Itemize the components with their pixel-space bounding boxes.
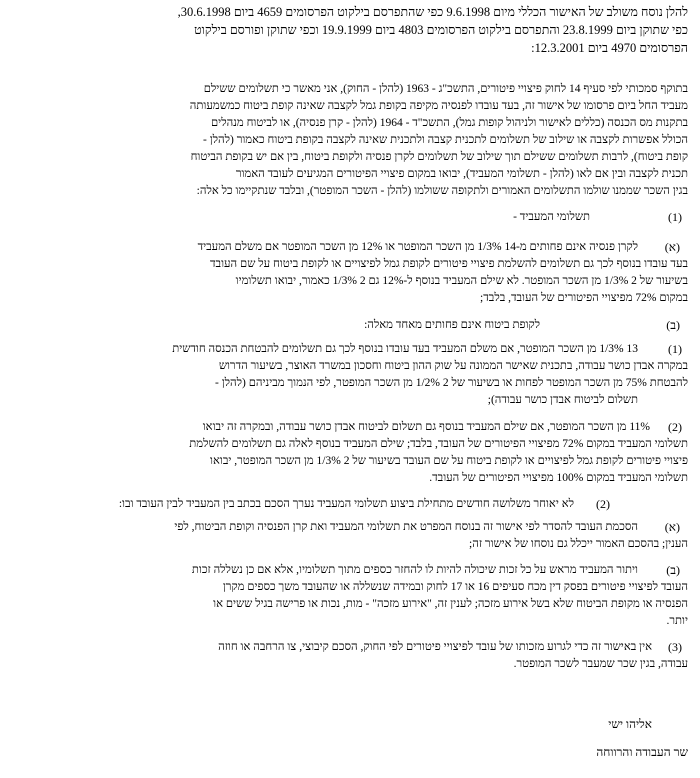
intro-line: בתוקף סמכותי לפי סעיף 14 לחוק פיצויי פיטורים, התשכ"ג - 1963 (להלן - החוק), אני מאשר כי תשלומים ששילם (203, 83, 688, 95)
intro-line: בתקנות מס הכנסה (כללים לאישור ולניהול קופות גמל), התשכ"ד - 1964 (להלן - קרן פנסיה), או לביטוח מנהלים (211, 117, 688, 129)
section-2a-label: (א) (664, 520, 680, 534)
intro-line: בגין השכר שממנו שולמו התשלומים האמורים ולתקופה ששולמו (להלן - השכר המופטר), ובלבד שנתקיימו כל אלה: (196, 185, 688, 197)
intro-line: מעביד החל ביום פרסומו של אישור זה, בעד עובדו לפנסיה מקיפה בקופת גמל לקצבה שאינה קופת ביטוח כמשמעותה (189, 100, 688, 112)
section-1a-label: (א) (664, 240, 680, 254)
section-2b-line: יותר. (666, 615, 688, 627)
signature-title: שר העבודה והרווחה (596, 745, 688, 759)
section-2a-line: הסכמת העובד להסדר לפי אישור זה בנוסח המפרט את תשלומי המעביד ואת קרן הפנסיה וקופת הביטוח, לפי (174, 521, 638, 533)
section-1b1-line: תשלום לביטוח אבדן כושר עבודה); (487, 394, 638, 406)
section-1b1-line: להבטחת 75% מן השכר המופטר לפחות או בשיעור של 2 1/2% מן השכר המופטר, לפי הנמוך מביניהם (להלן - (214, 377, 688, 389)
section-2b-line: הפנסיה או מקופת הביטוח שלא בשל אירוע מזכה; לענין זה, "אירוע מזכה" - מות, נכות או פרישה בגיל ששים או (213, 598, 688, 610)
section-2-text: לא יאוחר משלושה חודשים מתחילת ביצוע תשלומי המעביד נערך הסכם בכתב בין המעביד לבין העובד ובו: (118, 498, 574, 510)
section-1a-line: בעד עובדו בנוסף לכך גם תשלומים להשלמת פיצויי פיטורים לקופת גמל לפיצויים או לקופת ביטוח על שם העובד (210, 258, 688, 270)
header-line-1: להלן נוסח משולב של האישור הכללי מיום 9.6.1998 כפי שהתפרסם בילקוט הפרסומים 4659 ביום 30.6.1998, (177, 5, 688, 19)
section-1a-line: בשיעור של 2 1/3% מן השכר המופטר. לא שילם המעביד בנוסף ל-12% גם 2 1/3% כאמור, יבואו תשלומיו (235, 275, 688, 287)
section-1b2-label: (2) (668, 420, 682, 434)
section-1b1-line: 13 1/3% מן השכר המופטר, אם משלם המעביד בעד עובדו בנוסף לכך גם תשלומים להבטחת הכנסה חודשית (172, 343, 638, 355)
section-2b-line: העובד לפיצויי פיטורים בפסק דין מכח סעיפים 16 או 17 לחוק ובמידה שנשללה או שהעובד משך כספים מקרן (222, 581, 688, 593)
section-1b-label: (ב) (666, 318, 680, 332)
intro-line: הכולל אפשרות לקצבה או שילוב של תשלומים לתכנית קצבה ולתכנית שאינה לקצבה בקופת ביטוח כאמור (להלן - (203, 134, 688, 146)
section-1a-line: במקום 72% מפיצויי הפיטורים של העובד, בלבד; (480, 292, 688, 304)
section-3-line: אין באישור זה כדי לגרוע מזכותו של עובד לפיצויי פיטורים לפי החוק, הסכם קיבוצי, צו הרחבה או חוזה (218, 641, 652, 653)
header-line-2: כפי שתוקן ביום 23.8.1999 והתפרסם בילקוט הפרסומים 4803 ביום 19.9.1999 וכפי שתוקן ופורסם בילקוט (194, 23, 688, 37)
section-1-title: תשלומי המעביד - (513, 211, 590, 223)
signature-name: אליהו ישי (608, 717, 652, 731)
section-1a-line: לקרן פנסיה אינם פחותים מ-14 1/3% מן השכר המופטר או 12% מן השכר המופטר אם משלם המעביד (197, 241, 638, 253)
section-1b2-line: פיצויי פיטורים לקופת גמל לפיצויים או לקופת ביטוח על שם העובד בשיעור של 2 1/3% מן השכר המופטר, יבואו (210, 455, 688, 467)
intro-line: קופת ביטוח), לרבות תשלומים ששילם תוך שילוב של תשלומים לקרן פנסיה ולקופת ביטוח, בין אם יש בקופת הביטוח (190, 151, 688, 163)
section-2b-label: (ב) (666, 563, 680, 577)
section-1b2-line: תשלומי המעביד במקום 100% מפיצויי הפיטורים של העובד. (429, 472, 688, 484)
section-1b1-line: במקרה אבדן כושר עבודה, בתכנית שאישר הממונה על שוק ההון ביטוח וחסכון במשרד האוצר, בשיעור הדרוש (218, 360, 688, 372)
intro-line: תכנית לקצבה ובין אם לאו (להלן - תשלומי המעביד), יבואו במקום פיצויי הפיטורים המגיעים לעובד האמור (235, 168, 688, 180)
section-1-number: (1) (668, 210, 682, 224)
section-2-number: (2) (596, 497, 610, 511)
section-1b1-label: (1) (668, 342, 682, 356)
section-3-line: עבודה, בגין שכר שמעבר לשכר המופטר. (513, 658, 688, 670)
section-2a-line: הענין; בהסכם האמור ייכלל גם נוסחו של אישור זה; (469, 538, 688, 550)
header-line-3: הפרסומים 4970 ביום 12.3.2001: (531, 41, 688, 55)
section-2b-line: ויתור המעביד מראש על כל זכות שיכולה להיות לו להחזר כספים מתוך תשלומיו, אלא אם כן נשללה זכות (191, 564, 638, 576)
section-1b2-line: תשלומי המעביד במקום 72% מפיצויי הפיטורים של העובד, בלבד; שילם המעביד בנוסף לאלה גם תשלומים להשלמת (189, 438, 688, 450)
section-1b2-line: 11% מן השכר המופטר, אם שילם המעביד בנוסף גם תשלום לביטוח אבדן כושר עבודה, ובמקרה זה יבואו (202, 421, 650, 433)
section-3-number: (3) (668, 640, 682, 654)
section-1b-title: לקופת ביטוח אינם פחותים מאחד מאלה: (364, 319, 540, 331)
